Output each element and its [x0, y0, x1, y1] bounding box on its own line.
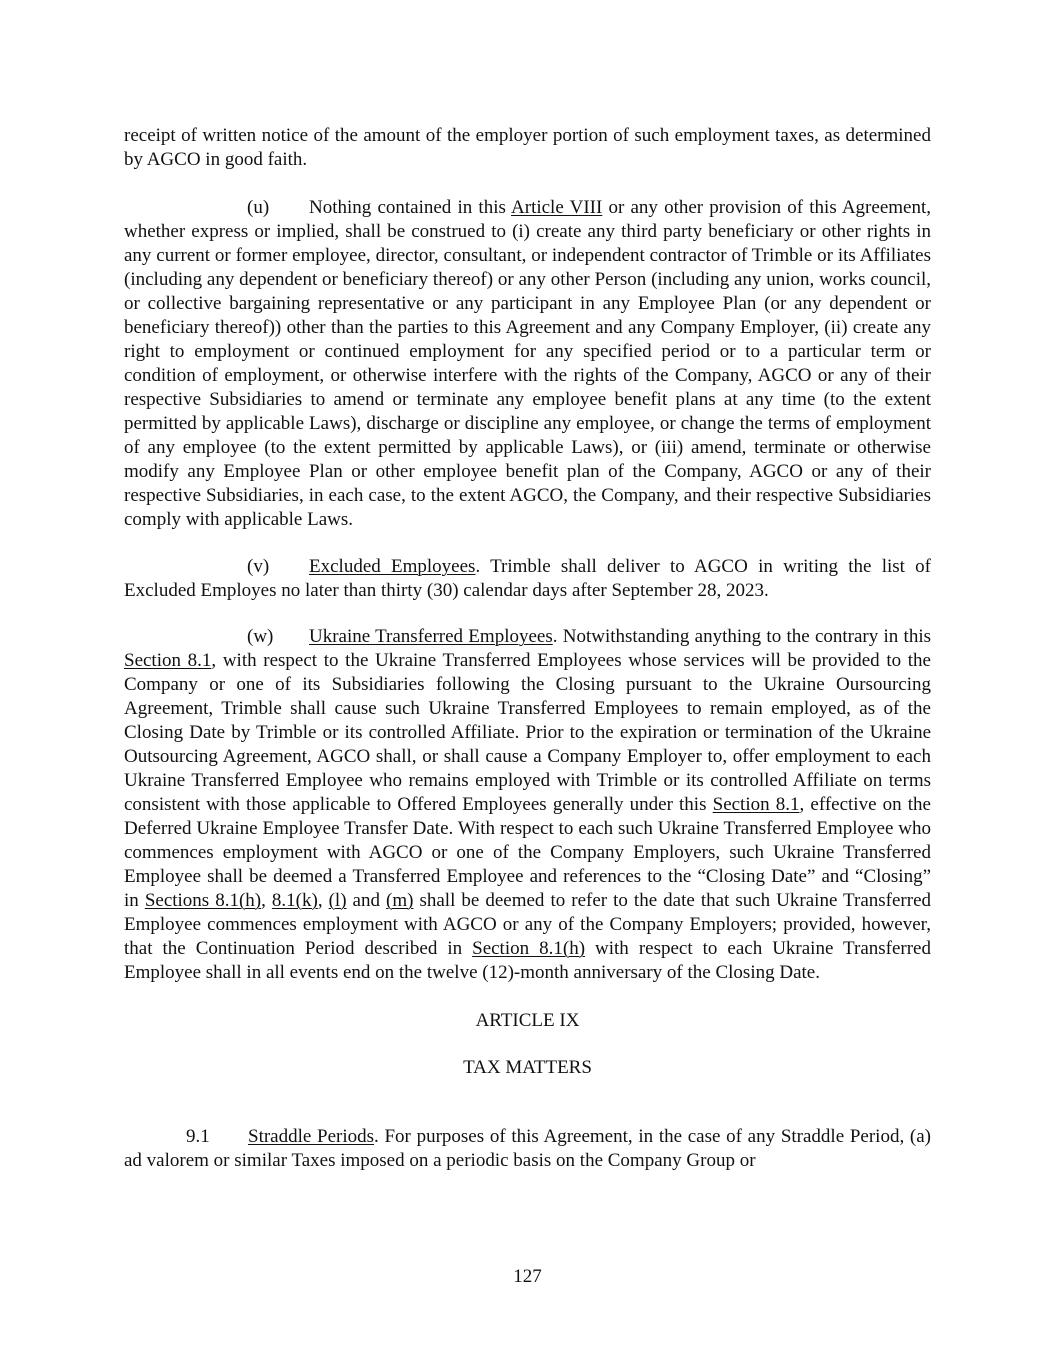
- page-number: 127: [513, 1266, 542, 1287]
- paragraph-text: Nothing contained in this: [309, 197, 512, 218]
- cross-reference-section-8-1-h: Section 8.1(h): [472, 938, 586, 959]
- paragraph-text: . Notwithstanding anything to the contrary in this: [552, 626, 931, 647]
- cross-reference-l: (l): [328, 890, 347, 911]
- cross-reference-article-viii: Article VIII: [511, 197, 603, 218]
- paragraph-heading: Ukraine Transferred Employees: [309, 626, 553, 647]
- section-heading: Straddle Periods: [248, 1126, 375, 1147]
- section-text: . For purposes of this Agreement, in the case of any Straddle Period, (a) ad valorem or similar Taxes imposed on a periodic basis on the Company Group or: [124, 1126, 931, 1171]
- paragraph-text: , with respect to the Ukraine Transferred Employees whose services will be provided to the Company or one of its Subsidiaries following the Closing pursuant to the Ukraine Oursourcing Agreement, Trimble shall cause such Ukraine Transferred Employees to remain employed, as of the Closing Date by Trimble or its controlled Affiliate. Prior to the expiration or termination of the Ukraine Outsourcing Agreement, AGCO shall, or shall cause a Company Employer to, offer employment to each Ukraine Transferred Employee who remains employed with Trimble or its controlled Affiliate on terms consistent with those applicable to Offered Employees generally under this: [124, 650, 931, 815]
- paragraph-u: [124, 196, 931, 532]
- article-title: TAX MATTERS: [463, 1057, 592, 1078]
- section-label: 9.1: [186, 1126, 210, 1147]
- section-9-1: [124, 1125, 931, 1173]
- cross-reference-8-1-k: 8.1(k): [271, 890, 318, 911]
- paragraph-text: shall be deemed to refer to the date that such Ukraine Transferred Employee commences employment with AGCO or any of the Company Employers; provided, however, that the Continuation Period described in: [124, 890, 932, 959]
- paragraph-text: with respect to each Ukraine Transferred Employee shall in all events end on the twelve (12)-month anniversary of the Closing Date.: [124, 938, 931, 983]
- paragraph-text: ,: [261, 890, 272, 911]
- paragraph-heading: Excluded Employees: [309, 556, 476, 577]
- paragraph-w: [124, 625, 931, 985]
- cross-reference-section-8-1: Section 8.1: [124, 650, 212, 671]
- paragraph-text: and: [346, 890, 387, 911]
- cross-reference-section-8-1: Section 8.1: [712, 794, 800, 815]
- paragraph-text: . Trimble shall deliver to AGCO in writing the list of Excluded Employes no later than thirty (30) calendar days after September 28, 2023.: [124, 556, 932, 601]
- paragraph-text: , effective on the Deferred Ukraine Employee Transfer Date. With respect to each such Ukraine Transferred Employee who commences employment with AGCO or one of the Company Employers, such Ukraine Transferred Employee shall be deemed a Transferred Employee and references to the “Closing Date” and “Closing” in: [124, 794, 931, 911]
- paragraph-label: (v): [247, 556, 270, 577]
- article-number: ARTICLE IX: [475, 1010, 580, 1031]
- cross-reference-m: (m): [386, 890, 414, 911]
- paragraph-v: [124, 555, 931, 603]
- paragraph-label: (w): [247, 626, 274, 647]
- continuation-text: receipt of written notice of the amount of the employer portion of such employment taxes, as determined by AGCO in good faith.: [124, 125, 931, 170]
- paragraph-label: (u): [247, 197, 270, 218]
- document-page: [124, 124, 931, 1173]
- paragraph-text: or any other provision of this Agreement, whether express or implied, shall be construed to (i) create any third party beneficiary or other rights in any current or former employee, director, consultant, or independent contractor of Trimble or its Affiliates (including any dependent or beneficiary thereof) or any other Person (including any union, works council, or collective bargaining representative or any participant in any Employee Plan (or any dependent or beneficiary thereof)) other than the parties to this Agreement and any Company Employer, (ii) create any right to employment or continued employment for any specified period or to a particular term or condition of employment, or otherwise interfere with the rights of the Company, AGCO or any of their respective Subsidiaries to amend or terminate any employee benefit plans at any time (to the extent permitted by applicable Laws), discharge or discipline any employee, or change the terms of employment of any employee (to the extent permitted by applicable Laws), or (iii) amend, terminate or otherwise modify any Employee Plan or other employee benefit plan of the Company, AGCO or any of their respective Subsidiaries, in each case, to the extent AGCO, the Company, and their respective Subsidiaries comply with applicable Laws.: [124, 197, 931, 530]
- cross-reference-sections-8-1-h: Sections 8.1(h): [144, 890, 262, 911]
- continuation-paragraph: [124, 124, 931, 172]
- paragraph-text: ,: [317, 890, 329, 911]
